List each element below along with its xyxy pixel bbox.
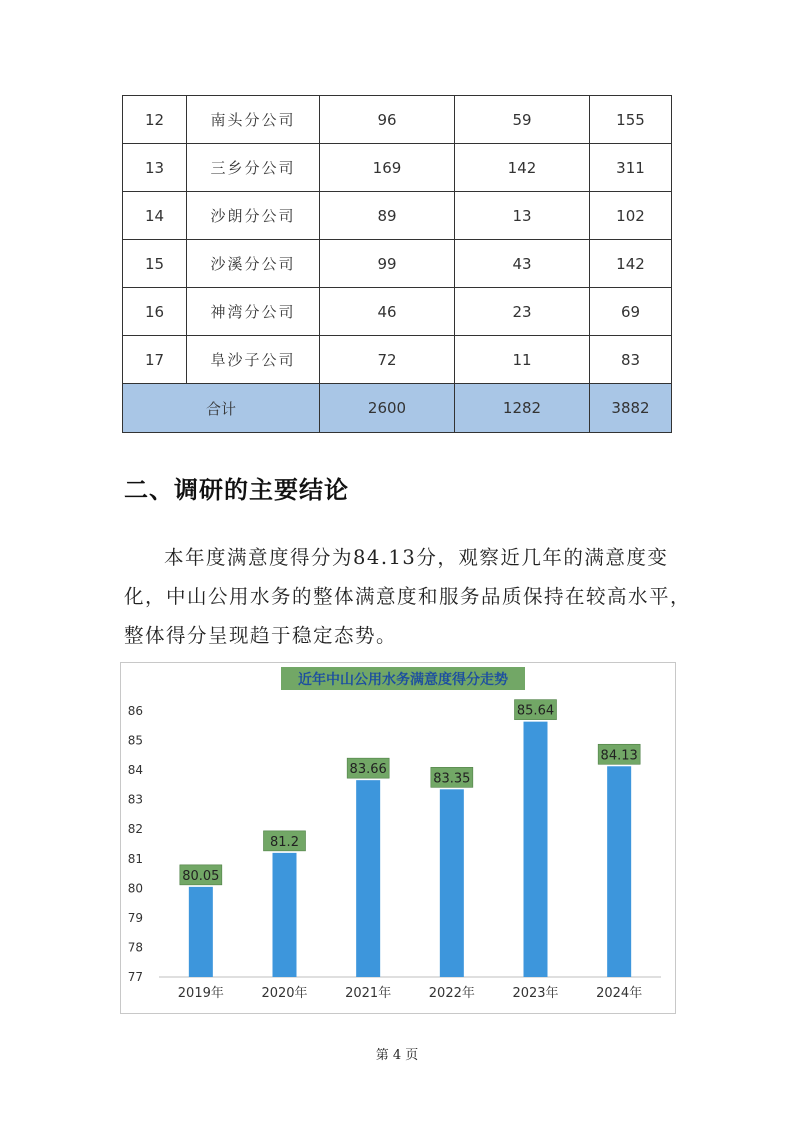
grand-total-cell: 3882: [590, 384, 672, 433]
row-number-cell: 12: [123, 96, 187, 144]
total-a-cell: 2600: [320, 384, 455, 433]
chart-bar: [273, 853, 297, 977]
company-table: [122, 95, 672, 433]
row-number-cell: 13: [123, 144, 187, 192]
table-row: [123, 336, 672, 384]
y-tick-label: 80: [127, 881, 143, 896]
value-a-cell: 99: [320, 240, 455, 288]
chart-title: 近年中山公用水务满意度得分走势: [298, 672, 508, 688]
page-number: 第 4 页: [375, 1048, 419, 1063]
data-label: 83.35: [433, 771, 471, 787]
table-row: [123, 96, 672, 144]
row-total-cell: 69: [590, 288, 672, 336]
x-tick-label: 2019年: [177, 986, 224, 1001]
value-b-cell: 43: [455, 240, 590, 288]
data-label: 85.64: [516, 703, 555, 719]
chart-bar: [607, 766, 631, 977]
data-label: 80.05: [182, 868, 220, 884]
y-tick-label: 82: [127, 822, 143, 837]
company-name-cell: 沙溪分公司: [187, 240, 320, 288]
satisfaction-chart: [120, 662, 676, 1014]
company-name-cell: 南头分公司: [187, 96, 320, 144]
row-number-cell: 15: [123, 240, 187, 288]
table-row: [123, 144, 672, 192]
total-b-cell: 1282: [455, 384, 590, 433]
chart-bar: [189, 887, 213, 977]
y-tick-label: 78: [127, 940, 143, 955]
x-tick-label: 2024年: [596, 986, 643, 1001]
data-label: 83.66: [349, 762, 387, 778]
chart-bar: [440, 789, 464, 977]
table-row: [123, 240, 672, 288]
x-tick-label: 2020年: [261, 986, 308, 1001]
y-tick-label: 77: [127, 970, 143, 984]
row-number-cell: 14: [123, 192, 187, 240]
y-tick-label: 85: [127, 733, 143, 748]
row-total-cell: 83: [590, 336, 672, 384]
data-label: 84.13: [600, 748, 638, 764]
section-heading: 二、调研的主要结论: [124, 476, 349, 504]
y-tick-label: 83: [127, 792, 143, 807]
y-tick-label: 86: [127, 704, 143, 718]
row-number-cell: 16: [123, 288, 187, 336]
total-label-cell: 合计: [123, 384, 320, 433]
row-total-cell: 155: [590, 96, 672, 144]
data-label: 81.2: [270, 834, 299, 850]
company-name-cell: 阜沙子公司: [187, 336, 320, 384]
company-name-cell: 三乡分公司: [187, 144, 320, 192]
row-total-cell: 311: [590, 144, 672, 192]
row-number-cell: 17: [123, 336, 187, 384]
chart-bar: [356, 780, 380, 977]
y-tick-label: 79: [127, 910, 143, 925]
value-b-cell: 23: [455, 288, 590, 336]
x-tick-label: 2021年: [345, 986, 392, 1001]
company-name-cell: 神湾分公司: [187, 288, 320, 336]
y-tick-label: 84: [127, 763, 143, 778]
x-tick-label: 2022年: [428, 986, 475, 1001]
row-total-cell: 102: [590, 192, 672, 240]
x-tick-label: 2023年: [512, 986, 559, 1001]
chart-bar: [524, 722, 548, 977]
y-tick-label: 81: [127, 851, 143, 866]
value-a-cell: 89: [320, 192, 455, 240]
conclusion-paragraph: 本年度满意度得分为84.13分，观察近几年的满意度变化，中山公用水务的整体满意度和服务品质保持在较高水平，整体得分呈现趋于稳定态势。: [124, 546, 692, 647]
value-b-cell: 142: [455, 144, 590, 192]
value-b-cell: 13: [455, 192, 590, 240]
chart-canvas: [121, 663, 675, 1013]
value-a-cell: 96: [320, 96, 455, 144]
table-row: [123, 288, 672, 336]
table-row: [123, 192, 672, 240]
value-a-cell: 46: [320, 288, 455, 336]
value-b-cell: 11: [455, 336, 590, 384]
value-a-cell: 169: [320, 144, 455, 192]
total-row: [123, 384, 672, 433]
row-total-cell: 142: [590, 240, 672, 288]
value-b-cell: 59: [455, 96, 590, 144]
company-name-cell: 沙朗分公司: [187, 192, 320, 240]
value-a-cell: 72: [320, 336, 455, 384]
